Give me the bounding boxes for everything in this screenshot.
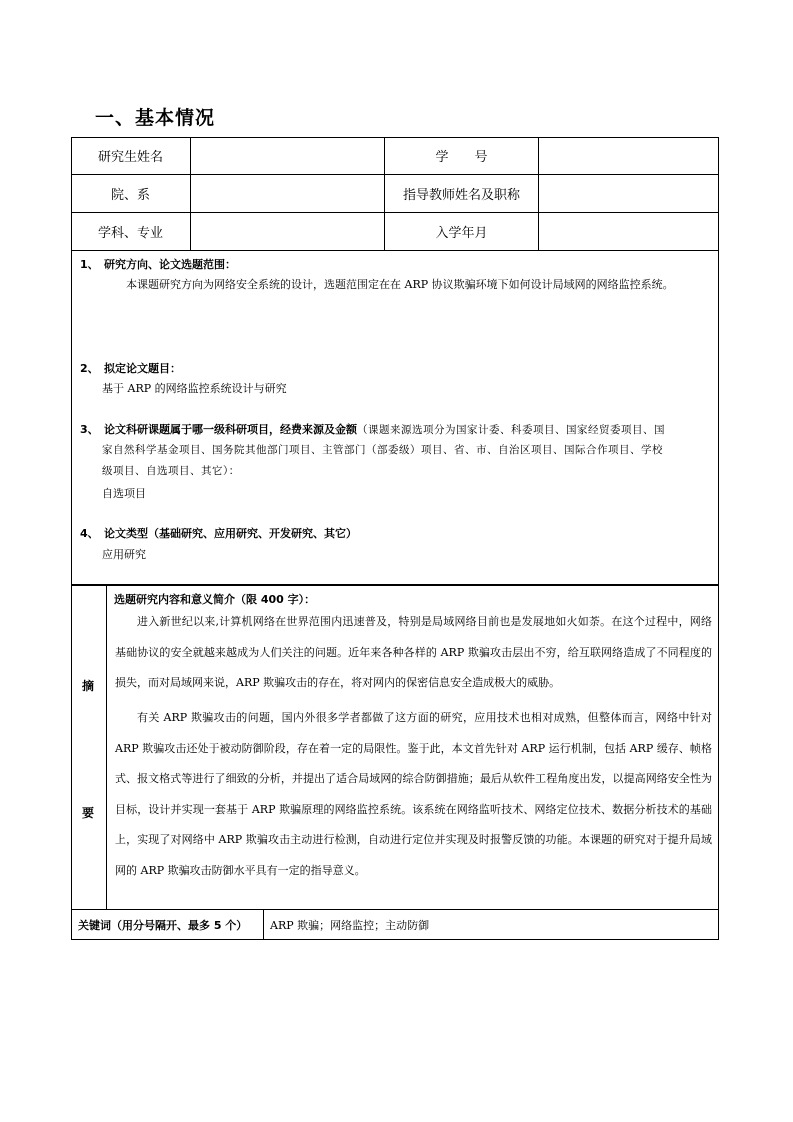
major-value[interactable] bbox=[191, 213, 384, 250]
section-3-note-1: （课题来源选项分为国家计委、科委项目、国家经贸委项目、国 bbox=[357, 424, 665, 436]
col-divider bbox=[263, 909, 264, 940]
col-divider bbox=[106, 584, 107, 909]
section-4-number: 4、 bbox=[80, 527, 99, 540]
abstract-paragraph-2: 有关 ARP 欺骗攻击的问题，国内外很多学者都做了这方面的研究，应用技术也相对成熟，但整体而言，网络中针对 ARP 欺骗攻击还处于被动防御阶段，存在着一定的局限性。鉴于此，本文首先针对 ARP 运行机制，包括 ARP 缓存、帧格式、报文格式等进行了细致的分析，并提出了适合局域网的综合防御措施；最后从软件工程角度出发，以提高网络安全性为目标，设计并实现一套基于 ARP 欺骗原理的网络监控系统。该系统在网络监听技术、网络定位技术、数据分析技术的基础上，实现了对网络中 ARP 欺骗攻击主动进行检测，自动进行定位并实现及时报警反馈的功能。本课题的研究对于提升局域网的 ARP 欺骗攻击防御水平具有一定的指导意义。 bbox=[115, 711, 712, 877]
student-name-value[interactable] bbox=[191, 137, 384, 174]
enroll-value[interactable] bbox=[539, 213, 719, 250]
abstract-paragraph-1: 进入新世纪以来,计算机网络在世界范围内迅速普及，特别是局域网络目前也是发展地如火如荼。在这个过程中，网络基础协议的安全就越来越成为人们关注的问题。近年来各种各样的 ARP 欺骗攻击层出不穷，给互联网络造成了不同程度的损失，而对局域网来说，ARP 欺骗攻击的存在，将对网内的保密信息安全造成极大的威胁。 bbox=[115, 615, 712, 689]
advisor-value[interactable] bbox=[539, 175, 719, 212]
abstract-side-label-bottom: 要 bbox=[82, 806, 95, 820]
section-2-content: 基于 ARP 的网络监控系统设计与研究 bbox=[102, 382, 287, 395]
section-4-content: 应用研究 bbox=[102, 548, 146, 561]
section-3-line-1 bbox=[104, 421, 665, 437]
section-3-number: 3、 bbox=[80, 423, 99, 436]
section-2-title: 拟定论文题目： bbox=[104, 362, 181, 375]
row-divider bbox=[71, 250, 719, 251]
advisor-label: 指导教师姓名及职称 bbox=[402, 188, 520, 203]
department-label: 院、系 bbox=[110, 188, 150, 203]
section-1-number: 1、 bbox=[80, 258, 99, 271]
section-3-title: 论文科研课题属于哪一级科研项目，经费来源及金额 bbox=[104, 423, 357, 436]
section-3-content: 自选项目 bbox=[102, 487, 146, 500]
student-name-label: 研究生姓名 bbox=[97, 150, 163, 165]
section-1-title: 研究方向、论文选题范围： bbox=[104, 258, 236, 271]
page-title: 一、基本情况 bbox=[95, 107, 216, 129]
keywords-value[interactable]: ARP 欺骗；网络监控；主动防御 bbox=[270, 919, 430, 932]
section-3-note-3: 级项目、自选项目、其它）： bbox=[102, 465, 240, 477]
section-4-title: 论文类型（基础研究、应用研究、开发研究、其它） bbox=[104, 527, 357, 540]
abstract-side-label-top: 摘 bbox=[82, 679, 95, 693]
student-id-value[interactable] bbox=[539, 137, 719, 174]
section-1-content: 本课题研究方向为网络安全系统的设计，选题范围定在在 ARP 协议欺骗环境下如何设计局域网的网络监控系统。 bbox=[126, 278, 674, 291]
abstract-heading: 选题研究内容和意义简介（限 400 字）： bbox=[114, 593, 316, 606]
section-2-number: 2、 bbox=[80, 362, 99, 375]
row-divider bbox=[71, 909, 719, 910]
keywords-label: 关键词（用分号隔开、最多 5 个） bbox=[78, 919, 248, 932]
department-value[interactable] bbox=[191, 175, 384, 212]
student-id-label: 学 号 bbox=[435, 150, 488, 165]
enroll-label: 入学年月 bbox=[435, 226, 488, 241]
major-label: 学科、专业 bbox=[97, 226, 163, 241]
row-divider bbox=[71, 584, 719, 586]
section-3-note-2: 家自然科学基金项目、国务院其他部门项目、主管部门（部委级）项目、省、市、自治区项目、国际合作项目、学校 bbox=[102, 444, 663, 456]
